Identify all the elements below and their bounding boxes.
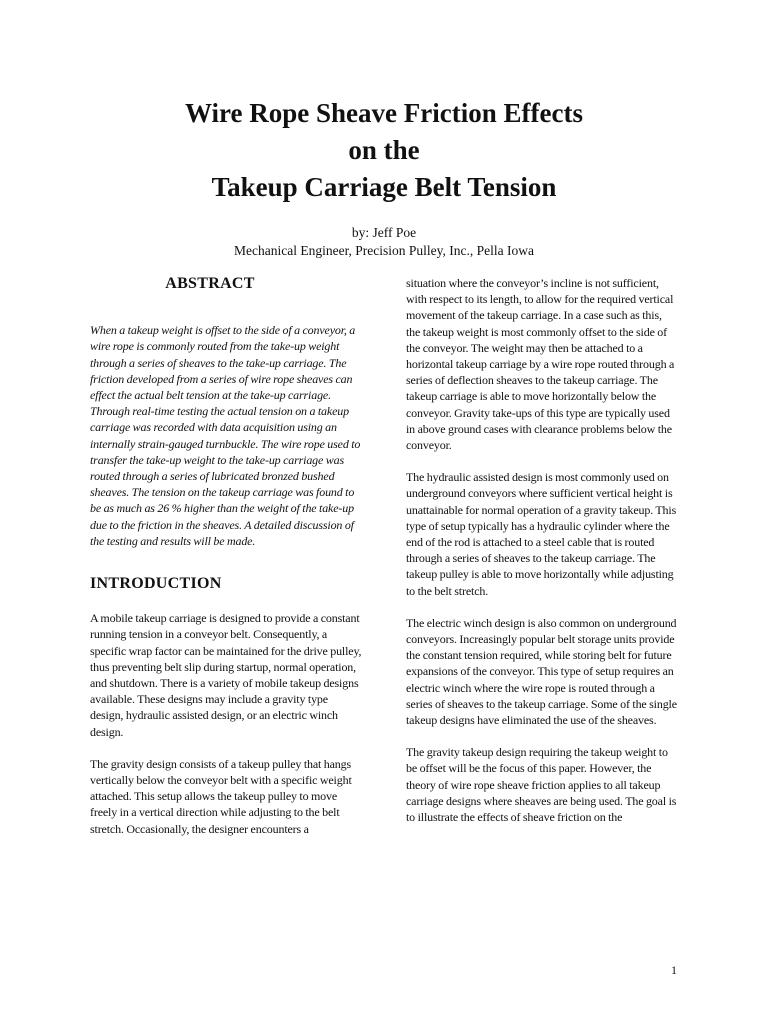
right-paragraph-3: The electric winch design is also common on underground conveyors. Increasingly popular belt storage units provide the constant tension required, while storing belt for future expansions of the conveyor. This type of setup requires an electric winch where the wire rope is routed through a series of sheaves to the takeup carriage. Some of the single takeup designs have eliminated the use of the sheaves.: [406, 615, 677, 728]
page-number: 1: [671, 963, 677, 977]
title-line-1: Wire Rope Sheave Friction Effects: [185, 98, 583, 128]
byline: [0, 224, 768, 260]
title-line-3: Takeup Carriage Belt Tension: [211, 172, 557, 202]
right-column: [406, 275, 678, 841]
introduction-heading: INTRODUCTION: [90, 575, 222, 593]
abstract-heading: ABSTRACT: [165, 275, 255, 292]
author-line: by: Jeff Poe: [351, 225, 417, 240]
intro-paragraph-2: The gravity design consists of a takeup pulley that hangs vertically below the conveyor belt with a specific weight attached. This setup allows the takeup pulley to move freely in a vertical direction while adjusting to the belt stretch. Occasionally, the designer encounters a: [90, 756, 352, 836]
left-column: [90, 276, 362, 853]
paper-title: [0, 95, 768, 206]
abstract-text: When a takeup weight is offset to the side of a conveyor, a wire rope is commonly routed from the take-up weight through a series of sheaves to the take-up carriage. The friction developed from a series of wire rope sheaves can effect the actual belt tension at the take-up carriage. Through real-time testing the actual tension on a takeup carriage was recorded with data acquisition using an internally strain-gauged turnbuckle. The wire rope used to transfer the take-up weight to the take-up carriage was routed through a series of lubricated bronzed bushed sheaves. The tension on the takeup carriage was found to be as much as 26 % higher than the weight of the take-up due to the friction in the sheaves. A detailed discussion of the testing and results will be made.: [90, 323, 361, 548]
intro-paragraph-1: A mobile takeup carriage is designed to provide a constant running tension in a conveyor belt. Consequently, a specific wrap factor can be maintained for the drive pulley, thus preventing belt slip during startup, normal operation, and shutdown. There is a variety of mobile takeup designs available. These designs may include a gravity type design, hydraulic assisted design, or an electric winch design.: [90, 611, 362, 739]
right-paragraph-4: The gravity takeup design requiring the takeup weight to be offset will be the focus of this paper. However, the theory of wire rope sheave friction applies to all takeup carriage designs where sheaves are being used. The goal is to illustrate the effects of sheave friction on the: [406, 745, 677, 825]
right-paragraph-1: situation where the conveyor’s incline is not sufficient, with respect to its length, to allow for the required vertical movement of the takeup carriage. In a case such as this, the takeup weight is most commonly offset to the side of the conveyor. The weight may then be attached to a horizontal takeup carriage by a wire rope routed through a series of deflection sheaves to the takeup carriage. The takeup carriage is able to move horizontally below the conveyor. Gravity take-ups of this type are typically used in above ground cases with clearance problems below the conveyor.: [406, 276, 675, 453]
title-line-2: on the: [348, 135, 420, 165]
affiliation-line: Mechanical Engineer, Precision Pulley, Inc., Pella Iowa: [234, 243, 534, 258]
right-paragraph-2: The hydraulic assisted design is most commonly used on underground conveyors where sufficient vertical height is unattainable for normal operation of a gravity takeup. This type of setup typically has a hydraulic cylinder where the end of the rod is attached to a steel cable that is routed through a series of sheaves to the takeup carriage. The takeup pulley is able to move horizontally while adjusting to the belt stretch.: [406, 470, 677, 598]
